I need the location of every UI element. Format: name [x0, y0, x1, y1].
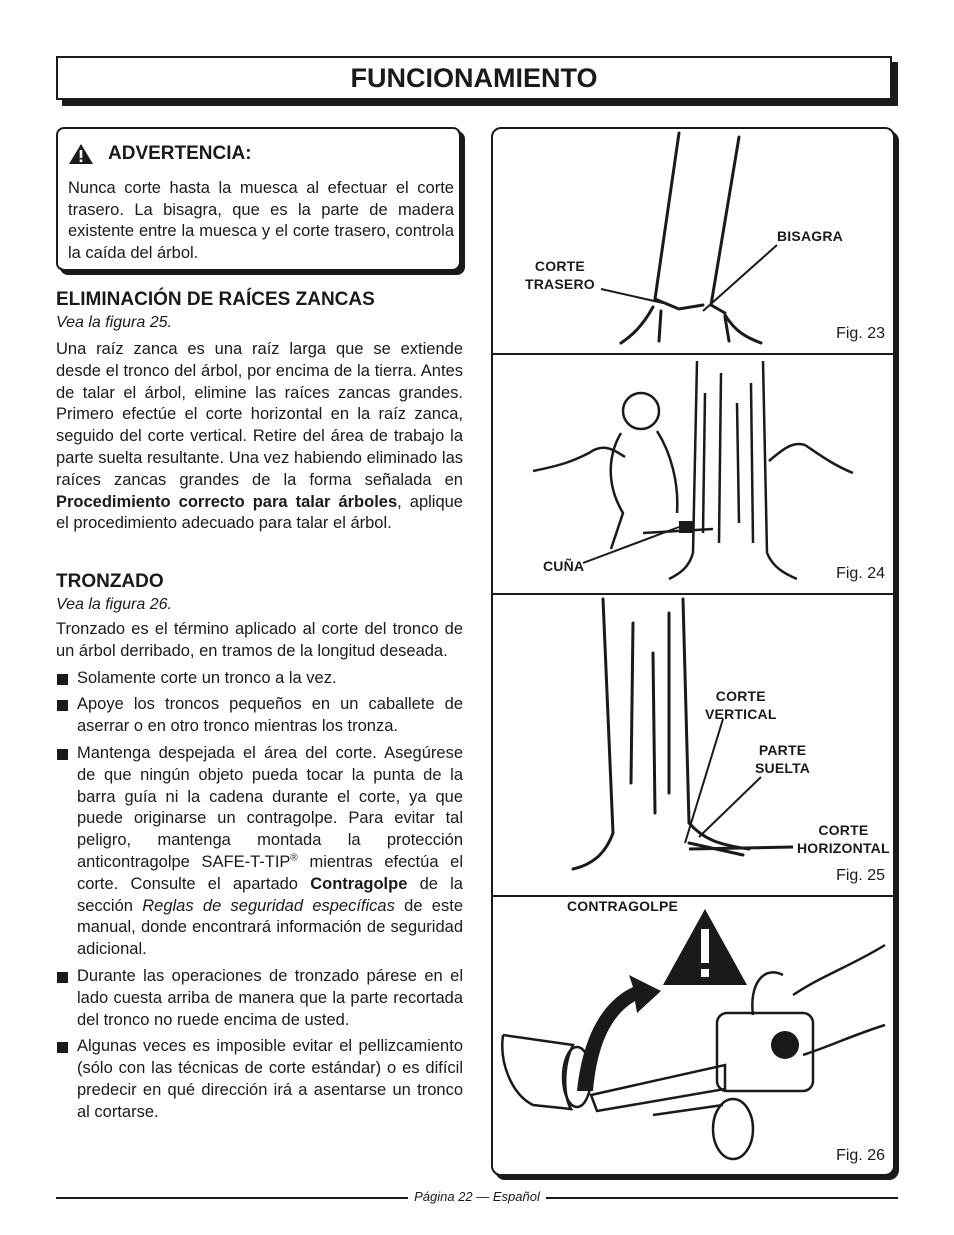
footer-text: Página 22 — Español — [408, 1189, 546, 1204]
label-contragolpe-text: CONTRAGOLPE — [567, 898, 679, 914]
label-cuna: CUÑA — [543, 558, 585, 574]
page-footer — [56, 1187, 898, 1207]
figure-26 — [493, 895, 893, 1176]
warning-text: Nunca corte hasta la muesca al efectuar el corte trasero. La bisagra, que es la parte de madera existente entre la muesca y el corte trasero, controla la caída del árbol. — [68, 179, 454, 262]
page-title: FUNCIONAMIENTO — [56, 56, 892, 100]
section-heading: ELIMINACIÓN DE RAÍCES ZANCAS — [56, 289, 375, 310]
warning-triangle-icon — [68, 143, 94, 165]
figure-reference: Vea la figura 25. — [56, 314, 172, 331]
warning-box — [56, 127, 461, 271]
section-body: Tronzado es el término aplicado al corte del tronco de un árbol derribado, en tramos de la longitud deseada. — [56, 620, 463, 660]
section-heading: TRONZADO — [56, 571, 164, 592]
figure-caption: Fig. 24 — [836, 565, 885, 582]
list-item: Algunas veces es imposible evitar el pellizcamiento (sólo con las técnicas de corte estándar) o es difícil predecir en qué dirección irá a asentarse un tronco al cortarse. — [56, 1036, 463, 1123]
list-item: Solamente corte un tronco a la vez. — [56, 668, 463, 690]
label-corte-vertical: CORTE VERTICAL — [705, 688, 777, 722]
figure-caption: Fig. 26 — [836, 1147, 885, 1164]
section-stump-roots — [56, 288, 463, 535]
kickback-illustration — [493, 895, 893, 1176]
label-corte-trasero: CORTE TRASERO — [525, 258, 595, 292]
bullet-list — [56, 668, 463, 1124]
figure-23 — [493, 129, 893, 355]
figure-24 — [493, 353, 893, 595]
section-body: Una raíz zanca es una raíz larga que se extiende desde el tronco del árbol, por encima de la tierra. Antes de talar el árbol, elimine las raíces zancas grandes. Primero efectúe el corte horizontal en la raíz zanca, seguido del corte vertical. Retire del área de trabajo la parte suelta resultante. Una vez habiendo eliminado las raíces zancas grandes de la forma señalada en Procedimiento correcto para talar árboles, aplique el procedimiento adecuado para talar el árbol. — [56, 340, 463, 533]
figure-reference: Vea la figura 26. — [56, 596, 172, 613]
label-parte-suelta: PARTE SUELTA — [755, 742, 811, 776]
list-item: Durante las operaciones de tronzado párese en el lado cuesta arriba de manera que la parte recortada del tronco no ruede encima de usted. — [56, 966, 463, 1031]
figure-caption: Fig. 25 — [836, 867, 885, 884]
label-bisagra: BISAGRA — [777, 228, 843, 244]
figure-25 — [493, 593, 893, 897]
figures-panel — [491, 127, 895, 1176]
list-item: Mantenga despejada el área del corte. Asegúrese de que ningún objeto pueda tocar la punta de la barra guía ni la cadena durante el corte, ya que puede originarse un contragolpe. Para evitar tal peligro, mantenga montada la protección anticontragolpe SAFE-T-TIP® mientras efectúa el corte. Consulte el apartado Contragolpe de la sección Reglas de seguridad específicas de este manual, donde encontrará información de seguridad adicional. — [56, 743, 463, 961]
figure-caption: Fig. 23 — [836, 325, 885, 342]
list-item: Apoye los troncos pequeños en un caballete de aserrar o en otro tronco mientras los tronza. — [56, 694, 463, 738]
section-bucking — [56, 570, 463, 1124]
warning-heading: ADVERTENCIA: — [108, 143, 252, 164]
warning-header — [68, 143, 252, 165]
label-corte-horizontal: CORTE HORIZONTAL — [797, 822, 890, 856]
